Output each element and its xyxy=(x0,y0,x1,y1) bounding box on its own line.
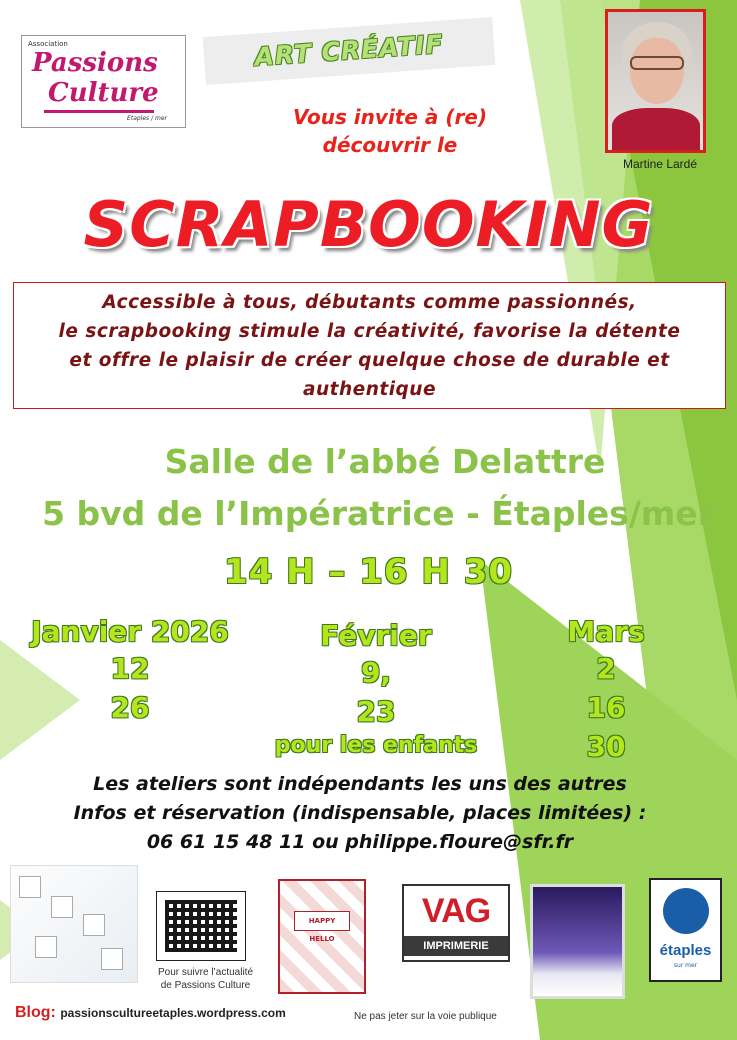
logo-line2: Culture xyxy=(48,78,159,108)
qr-caption-line2: de Passions Culture xyxy=(160,980,251,991)
schedule-hours: 14 H – 16 H 30 xyxy=(223,552,514,592)
month-january: Janvier 2026 xyxy=(31,615,229,648)
dates-march xyxy=(546,615,666,766)
venue-address: 5 bvd de l’Impératrice - Étaples/mer xyxy=(42,494,714,533)
qr-code[interactable] xyxy=(156,891,246,961)
booking-info xyxy=(30,770,690,857)
children-note: pour les enfants xyxy=(274,733,478,758)
dates-january xyxy=(30,615,230,727)
description-line3: et offre le plaisir de créer quelque chose de durable et xyxy=(69,349,670,371)
dates-february xyxy=(274,619,478,758)
instructor-name: Martine Lardé xyxy=(622,157,698,171)
blog-url[interactable]: passionscultureetaples.wordpress.com xyxy=(60,1006,286,1020)
description-box xyxy=(13,282,726,409)
card-thumb xyxy=(35,936,57,958)
logo-association: Association xyxy=(28,40,68,48)
month-february: Février xyxy=(320,619,432,652)
description-line1: Accessible à tous, débutants comme passionnés, xyxy=(102,291,637,313)
scrapbook-cards-photo xyxy=(10,865,138,983)
description-text xyxy=(59,288,681,404)
date-january-2: 26 xyxy=(110,691,150,724)
etaples-city-logo xyxy=(649,878,722,982)
footer-note: Ne pas jeter sur la voie publique xyxy=(354,1011,497,1022)
date-january-1: 12 xyxy=(110,652,150,685)
logo-underline xyxy=(44,110,154,113)
boat-icon xyxy=(663,888,709,934)
vag-name: VAG xyxy=(421,892,491,930)
passions-culture-logo xyxy=(21,35,186,128)
month-march: Mars xyxy=(567,615,645,648)
description-line2: le scrapbooking stimule la créativité, favorise la détente xyxy=(58,320,681,342)
description-line4: authentique xyxy=(302,378,437,400)
qr-pattern xyxy=(165,900,237,952)
date-february-1: 9, xyxy=(360,656,392,689)
contact-line[interactable]: 06 61 15 48 11 ou philippe.floure@sfr.fr xyxy=(146,831,574,853)
date-march-2: 16 xyxy=(586,691,626,724)
date-march-3: 30 xyxy=(586,730,626,763)
info-line1: Les ateliers sont indépendants les uns des autres xyxy=(93,773,627,795)
hello-card-label: HAPPY HELLO xyxy=(294,911,350,931)
card-thumb xyxy=(19,876,41,898)
vag-subtitle: IMPRIMERIE xyxy=(404,936,508,956)
invitation-line1: Vous invite à (re) xyxy=(292,105,488,129)
winter-forest-card-photo xyxy=(530,884,625,999)
card-thumb xyxy=(83,914,105,936)
photo-glasses xyxy=(630,56,684,70)
logo-line1: Passions xyxy=(32,48,158,78)
card-thumb xyxy=(101,948,123,970)
city-logo-name: étaples xyxy=(659,942,712,959)
instructor-photo xyxy=(605,9,706,153)
photo-face xyxy=(630,38,684,104)
invitation-line2: découvrir le xyxy=(322,133,458,157)
info-line2: Infos et réservation (indispensable, places limitées) : xyxy=(73,802,647,824)
blog-link[interactable] xyxy=(15,1004,286,1022)
date-february-2: 23 xyxy=(356,695,396,728)
invitation-text xyxy=(250,103,530,159)
qr-caption-line1: Pour suivre l’actualité xyxy=(157,967,254,978)
vag-imprimerie-logo xyxy=(402,884,510,962)
logo-location: Etaples / mer xyxy=(127,115,167,122)
hello-card-photo xyxy=(278,879,366,994)
page-title: SCRAPBOOKING xyxy=(83,188,654,261)
blog-label: Blog: xyxy=(15,1004,56,1021)
date-march-1: 2 xyxy=(596,652,616,685)
photo-shirt xyxy=(612,108,700,152)
banner-text: ART CRÉATIF xyxy=(253,29,445,72)
card-thumb xyxy=(51,896,73,918)
qr-caption xyxy=(143,966,268,992)
venue-name: Salle de l’abbé Delattre xyxy=(164,442,606,481)
city-logo-sub: sur mer xyxy=(673,962,698,969)
